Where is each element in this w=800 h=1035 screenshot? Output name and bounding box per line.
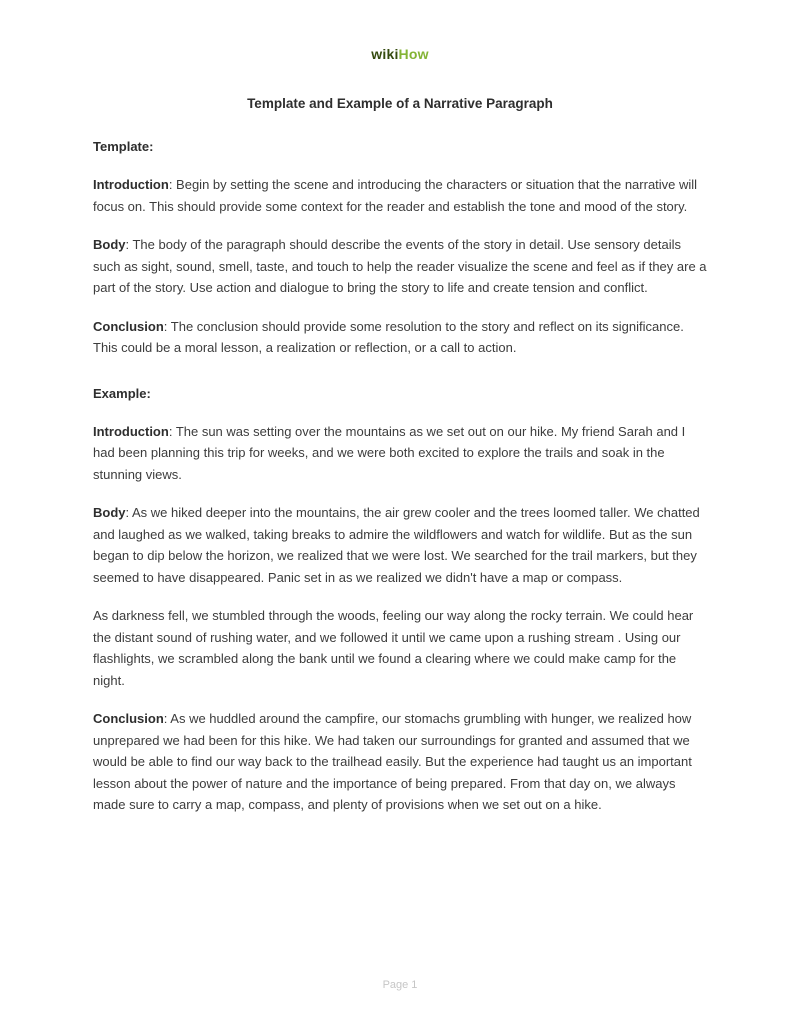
paragraph-lead-body: Body xyxy=(93,237,126,252)
example-body-continuation-paragraph xyxy=(93,605,707,691)
template-introduction-paragraph xyxy=(93,174,707,217)
paragraph-text: : The sun was setting over the mountains as we set out on our hike. My friend Sarah and I had been planning this trip for weeks, and we were both excited to explore the trails and soak in the stunning views. xyxy=(93,423,686,482)
paragraph-lead-introduction: Introduction xyxy=(93,423,169,439)
logo-text-wiki: wiki xyxy=(371,46,399,62)
wikihow-logo xyxy=(93,46,707,62)
paragraph-lead-body: Body xyxy=(93,505,126,520)
paragraph-lead-conclusion: Conclusion xyxy=(93,711,164,726)
paragraph-text: : Begin by setting the scene and introducing the characters or situation that the narrative will focus on. This should provide some context for the reader and establish the tone and mood of the story. xyxy=(93,177,698,214)
page-number: Page 1 xyxy=(382,979,418,991)
paragraph-lead-introduction: Introduction xyxy=(93,177,169,192)
paragraph-text: : The conclusion should provide some resolution to the story and reflect on its significance. This could be a moral lesson, a realization or reflection, or a call to action. xyxy=(93,318,684,355)
paragraph-text: As darkness fell, we stumbled through the woods, feeling our way along the rocky terrain. We could hear the distant sound of rushing water, and we followed it until we came upon a rushing stream . Using our flashlights, we scrambled along the bank until we found a clearing where we could make camp for the night. xyxy=(93,608,694,688)
example-conclusion-paragraph xyxy=(93,708,707,816)
paragraph-text: : The body of the paragraph should describe the events of the story in detail. Use sensory details such as sight, sound, smell, taste, and touch to help the reader visualize the scene and feel as if they are a part of the story. Use action and dialogue to bring the story to life and create tension and conflict. xyxy=(93,237,707,295)
example-section-heading: Example: xyxy=(93,385,151,401)
paragraph-text: : As we huddled around the campfire, our stomachs grumbling with hunger, we realized how unprepared we had been for this hike. We had taken our surroundings for granted and assumed that we would be able to find our way back to the trailhead easily. But the experience had taught us an important lesson about the power of nature and the importance of being prepared. From that day on, we always made sure to carry a map, compass, and plenty of provisions when we set out on a hike. xyxy=(93,711,692,812)
template-body-paragraph xyxy=(93,234,707,299)
paragraph-lead-conclusion: Conclusion xyxy=(93,318,164,334)
example-introduction-paragraph xyxy=(93,421,707,486)
example-body-paragraph xyxy=(93,502,707,588)
template-section-heading: Template: xyxy=(93,139,154,154)
logo-text-how: How xyxy=(398,46,429,62)
page-title: Template and Example of a Narrative Paragraph xyxy=(247,96,553,111)
paragraph-text: : As we hiked deeper into the mountains, the air grew cooler and the trees loomed taller. We chatted and laughed as we walked, taking breaks to admire the wildflowers and watch for wildlife. But as the sun began to dip below the horizon, we realized that we were lost. We searched for the trail markers, but they seemed to have disappeared. Panic set in as we realized we didn't have a map or compass. xyxy=(93,505,700,585)
template-conclusion-paragraph xyxy=(93,316,707,359)
